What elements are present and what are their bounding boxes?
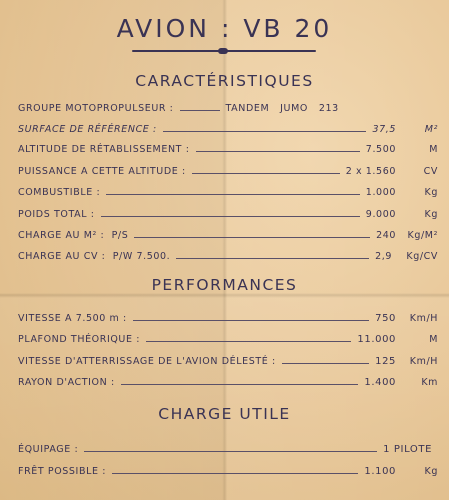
payload-row-equipage bbox=[18, 444, 438, 458]
spec-label: GROUPE MOTOPROPULSEUR : bbox=[18, 103, 174, 114]
perf-unit: M bbox=[429, 334, 438, 345]
perf-row-rayon bbox=[18, 377, 438, 391]
spec-label: COMBUSTIBLE : bbox=[18, 187, 101, 198]
payload-label: ÉQUIPAGE : bbox=[18, 444, 79, 455]
spec-label: PUISSANCE A CETTE ALTITUDE : bbox=[18, 166, 186, 177]
spec-unit: CV bbox=[423, 166, 438, 177]
dotted-leader bbox=[106, 187, 360, 195]
perf-value: 1.400 bbox=[364, 377, 396, 388]
page-title: AVION : VB 20 bbox=[116, 14, 333, 43]
dotted-leader bbox=[192, 166, 340, 174]
spec-value: 7.500 bbox=[365, 144, 396, 155]
spec-value: 2 x 1.560 bbox=[345, 166, 396, 177]
dotted-leader bbox=[196, 144, 360, 152]
perf-label: PLAFOND THÉORIQUE : bbox=[18, 334, 141, 345]
dotted-leader bbox=[146, 334, 351, 342]
perf-value: 125 bbox=[375, 356, 396, 367]
perf-unit: Km/H bbox=[409, 313, 438, 324]
spec-unit: Kg bbox=[424, 209, 438, 220]
spec-value: 240 bbox=[376, 230, 396, 241]
spec-row-charge-m2 bbox=[18, 230, 438, 244]
dotted-leader bbox=[112, 466, 358, 474]
spec-label: CHARGE AU CV : P/W 7.500. bbox=[18, 251, 171, 262]
dotted-leader bbox=[121, 377, 359, 385]
payload-unit: Kg bbox=[424, 466, 438, 477]
spec-unit: Kg bbox=[424, 187, 438, 198]
perf-unit: Km/H bbox=[409, 356, 438, 367]
perf-label: RAYON D'ACTION : bbox=[18, 377, 115, 388]
spec-value: TANDEM JUMO 213 bbox=[225, 103, 339, 114]
spec-row-groupe bbox=[18, 103, 438, 117]
spec-value: 37,5 bbox=[372, 124, 396, 135]
spec-label: CHARGE AU M² : P/S bbox=[18, 230, 129, 241]
dotted-leader bbox=[101, 209, 360, 217]
section-heading-charge-utile: CHARGE UTILE bbox=[158, 405, 291, 423]
spec-value: 9.000 bbox=[365, 209, 396, 220]
spec-unit: M² bbox=[424, 124, 438, 135]
spec-unit: M bbox=[429, 144, 438, 155]
payload-row-fret bbox=[18, 466, 438, 480]
spec-row-altitude bbox=[18, 144, 438, 158]
spec-row-charge-cv bbox=[18, 251, 438, 265]
spec-unit: Kg/CV bbox=[406, 251, 438, 262]
dotted-leader bbox=[176, 251, 369, 259]
spec-unit: Kg/M² bbox=[407, 230, 438, 241]
perf-unit: Km bbox=[421, 377, 438, 388]
payload-value: 1.100 bbox=[364, 466, 396, 477]
spec-row-poids bbox=[18, 209, 438, 223]
dotted-leader bbox=[282, 356, 369, 364]
perf-label: VITESSE A 7.500 m : bbox=[18, 313, 127, 324]
payload-value: 1 PILOTE bbox=[383, 444, 432, 455]
dotted-leader bbox=[163, 124, 367, 132]
payload-label: FRÊT POSSIBLE : bbox=[18, 466, 106, 477]
spec-label: POIDS TOTAL : bbox=[18, 209, 95, 220]
perf-value: 750 bbox=[375, 313, 396, 324]
section-heading-performances: PERFORMANCES bbox=[151, 276, 298, 294]
spec-row-combustible bbox=[18, 187, 438, 201]
spec-row-surface bbox=[18, 124, 438, 138]
spec-value: 2,9 bbox=[375, 251, 392, 262]
spec-label: ALTITUDE DE RÉTABLISSEMENT : bbox=[18, 144, 190, 155]
section-heading-caracteristiques: CARACTÉRISTIQUES bbox=[135, 72, 314, 90]
perf-label: VITESSE D'ATTERRISSAGE DE L'AVION DÉLESTÉ : bbox=[18, 356, 276, 367]
perf-row-plafond bbox=[18, 334, 438, 348]
spec-value: 1.000 bbox=[365, 187, 396, 198]
perf-row-atterrissage bbox=[18, 356, 438, 370]
perf-row-vitesse bbox=[18, 313, 438, 327]
dotted-leader bbox=[84, 444, 377, 452]
dotted-leader bbox=[180, 103, 220, 111]
spec-label: SURFACE DE RÉFÉRENCE : bbox=[18, 124, 157, 135]
perf-value: 11.000 bbox=[357, 334, 396, 345]
title-underline bbox=[132, 50, 316, 52]
spec-row-puissance bbox=[18, 166, 438, 180]
dotted-leader bbox=[134, 230, 370, 238]
dotted-leader bbox=[133, 313, 369, 321]
